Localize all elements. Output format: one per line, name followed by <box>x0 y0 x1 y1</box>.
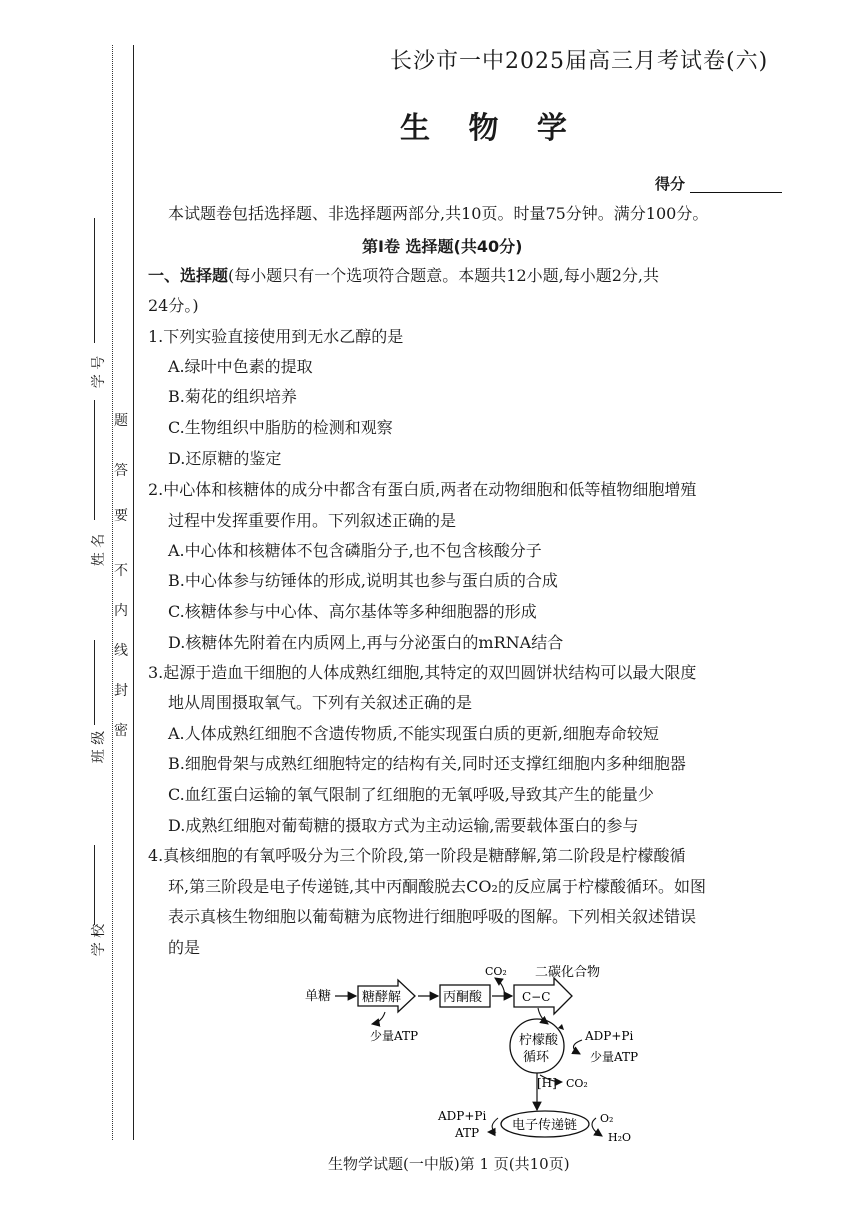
question-4-stem: 4.真核细胞的有氧呼吸分为三个阶段,第一阶段是糖酵解,第二阶段是柠檬酸循 <box>148 846 686 865</box>
co2-label: CO₂ <box>566 1077 588 1090</box>
page-footer: 生物学试题(一中版)第 1 页(共10页) <box>328 1155 570 1173</box>
question-3-option: A.人体成熟红细胞不含遗传物质,不能实现蛋白质的更新,细胞寿命较短 <box>168 724 659 743</box>
student-no-blank[interactable] <box>94 218 95 343</box>
question-3-stem: 3.起源于造血干细胞的人体成熟红细胞,其特定的双凹圆饼状结构可以最大限度 <box>148 663 697 682</box>
question-4-stem: 表示真核生物细胞以葡萄糖为底物进行细胞呼吸的图解。下列相关叙述错误 <box>168 907 697 926</box>
h-label: [H] <box>537 1076 557 1090</box>
part-one-instruction-line2: 24分。) <box>148 296 199 315</box>
question-2-stem: 过程中发挥重要作用。下列叙述正确的是 <box>168 511 457 530</box>
arrow <box>573 1040 582 1054</box>
atp-label: ATP <box>455 1126 480 1140</box>
part-one-instruction <box>148 266 659 286</box>
question-3-stem: 地从周围摄取氧气。下列有关叙述正确的是 <box>168 693 473 712</box>
score-blank[interactable] <box>690 192 782 193</box>
seal-char: 题 <box>114 413 128 429</box>
seal-char: 答 <box>114 463 128 479</box>
school-label: 学 校 <box>91 923 108 957</box>
part-one-heading: 一、选择题 <box>148 266 229 285</box>
dotted-binding-line <box>112 45 113 1140</box>
exam-title: 长沙市一中2025届高三月考试卷(六) <box>390 49 769 74</box>
o2-label: O₂ <box>600 1112 614 1125</box>
seal-char: 内 <box>114 603 128 619</box>
small-atp-label: 少量ATP <box>370 1029 419 1043</box>
cycle-arrowhead <box>558 1024 564 1030</box>
adp-pi-label: ADP+Pi <box>585 1029 634 1043</box>
section-title: 第Ⅰ卷 选择题(共40分) <box>362 237 523 256</box>
question-1-stem: 1.下列实验直接使用到无水乙醇的是 <box>148 327 404 346</box>
co2-label: CO₂ <box>485 965 507 978</box>
arrow <box>495 978 505 996</box>
class-blank[interactable] <box>94 640 95 725</box>
question-1-option: B.菊花的组织培养 <box>168 387 297 406</box>
intro-text: 本试题卷包括选择题、非选择题两部分,共10页。时量75分钟。满分100分。 <box>168 204 709 223</box>
question-3-option: D.成熟红细胞对葡萄糖的摄取方式为主动运输,需要载体蛋白的参与 <box>168 816 639 835</box>
small-atp-label: 少量ATP <box>590 1050 639 1064</box>
question-1-option: A.绿叶中色素的提取 <box>168 357 313 376</box>
question-4-stem: 的是 <box>168 938 201 957</box>
cycle-label: 循环 <box>523 1050 550 1065</box>
name-blank[interactable] <box>94 400 95 520</box>
arrow <box>372 1012 385 1024</box>
question-1-option: D.还原糖的鉴定 <box>168 449 282 468</box>
question-3-option: B.细胞骨架与成熟红细胞特定的结构有关,同时还支撑红细胞内多种细胞器 <box>168 754 686 773</box>
seal-char: 线 <box>114 643 128 659</box>
school-blank[interactable] <box>94 845 95 925</box>
binding-border-line <box>133 45 134 1140</box>
question-2-option: B.中心体参与纺锤体的形成,说明其也参与蛋白质的合成 <box>168 571 558 590</box>
seal-char: 密 <box>114 723 128 739</box>
citric-acid-label: 柠檬酸 <box>519 1033 559 1048</box>
seal-char: 封 <box>114 683 128 699</box>
name-label: 姓 名 <box>91 533 108 567</box>
question-1-option: C.生物组织中脂肪的检测和观察 <box>168 418 393 437</box>
question-3-option: C.血红蛋白运输的氧气限制了红细胞的无氧呼吸,导致其产生的能量少 <box>168 785 654 804</box>
monosaccharide-label: 单糖 <box>305 989 332 1004</box>
arrow <box>538 1008 548 1024</box>
two-carbon-label: 二碳化合物 <box>535 965 601 980</box>
score-label: 得分 <box>655 175 686 193</box>
part-one-instruction-line1: (每小题只有一个选项符合题意。本题共12小题,每小题2分,共 <box>228 266 659 285</box>
question-2-option: C.核糖体参与中心体、高尔基体等多种细胞器的形成 <box>168 602 537 621</box>
seal-char: 要 <box>114 508 128 524</box>
question-2-stem: 2.中心体和核糖体的成分中都含有蛋白质,两者在动物细胞和低等植物细胞增殖 <box>148 480 697 499</box>
student-no-label: 学 号 <box>91 355 108 389</box>
question-2-option: A.中心体和核糖体不包含磷脂分子,也不包含核酸分子 <box>168 541 542 560</box>
subject-title: 生 物 学 <box>400 111 581 146</box>
class-label: 班 级 <box>91 730 108 764</box>
adp-pi-label: ADP+Pi <box>438 1109 487 1123</box>
h2o-label: H₂O <box>608 1131 632 1144</box>
question-4-stem: 环,第三阶段是电子传递链,其中丙酮酸脱去CO₂的反应属于柠檬酸循环。如图 <box>168 877 706 896</box>
arrow <box>488 1118 498 1132</box>
respiration-diagram <box>290 960 650 1145</box>
pyruvate-label: 丙酮酸 <box>443 990 483 1005</box>
glycolysis-label: 糖酵解 <box>362 990 402 1005</box>
question-2-option: D.核糖体先附着在内质网上,再与分泌蛋白的mRNA结合 <box>168 633 564 652</box>
cc-label: C−C <box>522 990 551 1004</box>
etc-label: 电子传递链 <box>512 1118 578 1133</box>
seal-char: 不 <box>114 563 128 579</box>
